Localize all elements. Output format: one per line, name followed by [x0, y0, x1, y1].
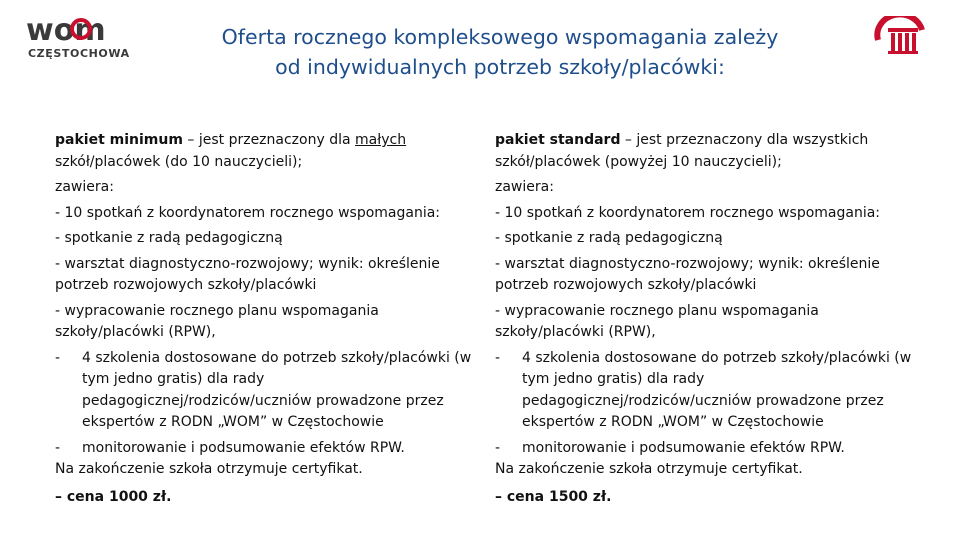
logo-subtitle: CZĘSTOCHOWA	[28, 47, 130, 60]
logo-wordmark: wom	[26, 14, 106, 48]
list-item: - warsztat diagnostyczno-rozwojowy; wynik: określenie potrzeb rozwojowych szkoły/placówki	[55, 255, 440, 293]
certificate-note: Na zakończenie szkoła otrzymuje certyfikat.	[55, 461, 363, 477]
price: – cena 1000 zł.	[55, 488, 172, 505]
certificate-note: Na zakończenie szkoła otrzymuje certyfikat.	[495, 461, 803, 477]
package-minimum-intro: pakiet minimum – jest przeznaczony dla małych szkół/placówek (do 10 nauczycieli);	[55, 132, 407, 170]
list-item: - 4 szkolenia dostosowane do potrzeb szkoły/placówki (w tym jedno gratis) dla rady pedagogicznej/rodziców/uczniów prowadzone przez ekspertów z RODN „WOM” w Częstochowie	[495, 349, 912, 430]
list-item: - monitorowanie i podsumowanie efektów RPW.	[495, 439, 845, 456]
list-item: - 4 szkolenia dostosowane do potrzeb szkoły/placówki (w tym jedno gratis) dla rady pedagogicznej/rodziców/uczniów prowadzone przez ekspertów z RODN „WOM” w Częstochowie	[55, 349, 472, 430]
column-emblem-icon	[874, 16, 926, 56]
page-title	[150, 22, 850, 82]
title-line-2: od indywidualnych potrzeb szkoły/placówki:	[275, 55, 725, 79]
list-item: - spotkanie z radą pedagogiczną	[55, 230, 283, 246]
package-minimum	[55, 130, 475, 508]
list-item: - 10 spotkań z koordynatorem rocznego wspomagania:	[55, 204, 441, 221]
list-item: - spotkanie z radą pedagogiczną	[495, 230, 723, 246]
package-standard	[495, 130, 915, 508]
contains-label: zawiera:	[495, 179, 554, 195]
list-item: - wypracowanie rocznego planu wspomagania szkoły/placówki (RPW),	[55, 302, 379, 340]
title-line-1: Oferta rocznego kompleksowego wspomagania zależy	[221, 25, 779, 49]
package-name: pakiet minimum	[55, 132, 183, 148]
wom-logo	[24, 14, 149, 60]
package-name: pakiet standard	[495, 132, 621, 148]
package-standard-intro: pakiet standard – jest przeznaczony dla wszystkich szkół/placówek (powyżej 10 nauczycieli);	[495, 132, 869, 170]
list-item: - 10 spotkań z koordynatorem rocznego wspomagania:	[495, 204, 881, 221]
list-item: - wypracowanie rocznego planu wspomagania szkoły/placówki (RPW),	[495, 302, 819, 340]
list-item: - warsztat diagnostyczno-rozwojowy; wynik: określenie potrzeb rozwojowych szkoły/placówki	[495, 255, 880, 293]
list-item: - monitorowanie i podsumowanie efektów RPW.	[55, 439, 405, 456]
contains-label: zawiera:	[55, 179, 114, 195]
price: – cena 1500 zł.	[495, 488, 612, 505]
